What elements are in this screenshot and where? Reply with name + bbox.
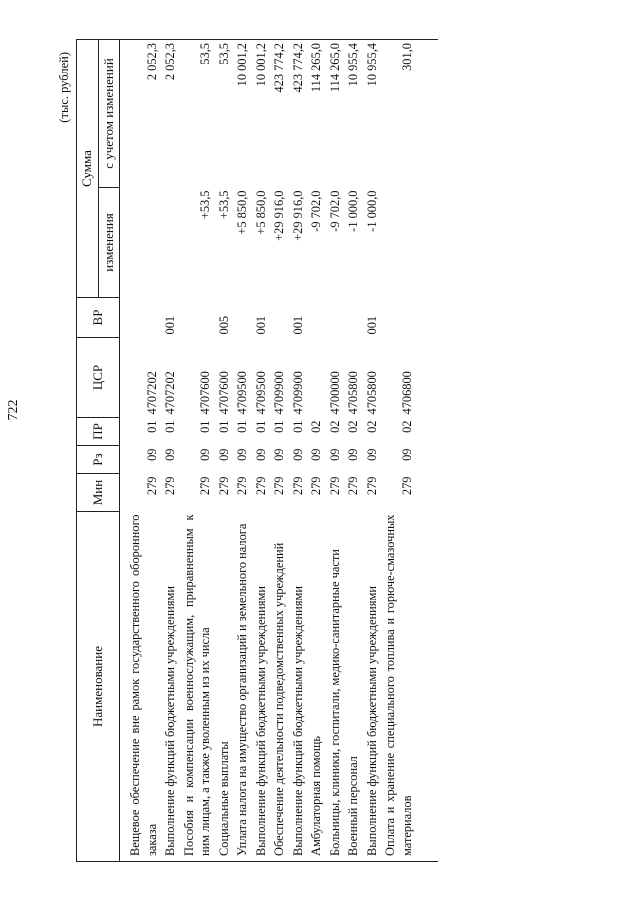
row-csr: 4705800 — [364, 371, 379, 415]
row-name: Пособия и компенсации военнослужащим, приравненным к ним лицам, а также уволенным из их числа — [180, 512, 215, 862]
row-name: Оплата и хранение специального топлива и горюче-смазочных материалов — [381, 512, 416, 862]
row-pr: 01 — [253, 420, 268, 433]
row-vr — [180, 298, 215, 338]
table-row — [363, 40, 382, 862]
table-header — [77, 40, 120, 862]
row-pr: 01 — [272, 420, 286, 433]
table-row — [381, 40, 416, 862]
row-change: +53,5 — [216, 190, 231, 220]
row-rz: 09 — [198, 448, 212, 461]
table-row — [180, 40, 215, 862]
row-pr: 01 — [290, 420, 305, 433]
row-total: 10 955,4 — [344, 40, 363, 188]
row-change: -9 702,0 — [309, 190, 323, 232]
row-min: 279 — [235, 476, 249, 496]
header-csr: ЦСР — [77, 338, 120, 418]
row-name: Амбулаторная помощь — [307, 512, 326, 862]
row-rz: 09 — [327, 448, 342, 461]
row-change — [381, 188, 416, 298]
row-csr: 4700000 — [327, 371, 342, 415]
row-vr: 001 — [290, 315, 305, 335]
row-change: -1 000,0 — [346, 190, 360, 232]
row-name: Выполнение функций бюджетными учреждениями — [363, 512, 382, 862]
row-pr: 02 — [364, 420, 379, 433]
row-csr — [307, 338, 326, 418]
table-row — [326, 40, 345, 862]
row-vr: 001 — [163, 315, 177, 335]
row-pr: 02 — [399, 420, 414, 433]
row-csr: 4707600 — [198, 371, 212, 415]
row-rz: 09 — [309, 448, 323, 461]
row-csr: 4707202 — [144, 371, 159, 415]
row-total: 53,5 — [180, 40, 215, 188]
row-change — [126, 188, 161, 298]
row-vr — [307, 298, 326, 338]
row-name: Военный персонал — [344, 512, 363, 862]
row-csr: 4707202 — [163, 371, 177, 415]
row-rz: 09 — [272, 448, 286, 461]
row-change: +5 850,0 — [253, 190, 268, 235]
header-changes: изменения — [98, 188, 120, 298]
row-change: +29 916,0 — [290, 190, 305, 241]
row-pr: 01 — [144, 420, 159, 433]
row-min: 279 — [144, 476, 159, 496]
row-total: 10 001,2 — [233, 40, 252, 188]
header-rz: Рз — [77, 446, 120, 474]
table-body — [120, 40, 439, 862]
row-total: 301,0 — [381, 40, 416, 188]
row-change — [161, 188, 180, 298]
row-csr: 4709500 — [253, 371, 268, 415]
row-min: 279 — [272, 476, 286, 496]
unit-note: (тыс. рублей) — [57, 52, 71, 123]
row-total: 2 052,3 — [126, 40, 161, 188]
row-vr: 001 — [253, 315, 268, 335]
row-rz: 09 — [163, 448, 177, 461]
row-total: 10 955,4 — [363, 40, 382, 188]
row-min: 279 — [198, 476, 212, 496]
row-csr: 4705800 — [346, 371, 360, 415]
row-min: 279 — [253, 476, 268, 496]
row-pr: 01 — [163, 420, 177, 433]
row-min: 279 — [163, 476, 177, 496]
row-name: Выполнение функций бюджетными учреждениями — [289, 512, 308, 862]
row-vr — [381, 298, 416, 338]
row-csr: 4709900 — [272, 371, 286, 415]
row-min: 279 — [399, 476, 414, 496]
row-pr: 01 — [198, 420, 212, 433]
row-name: Обеспечение деятельности подведомственных учреждений — [270, 512, 289, 862]
row-rz: 09 — [399, 448, 414, 461]
row-name: Социальные выплаты — [215, 512, 234, 862]
header-min: Мин — [77, 474, 120, 512]
row-rz: 09 — [144, 448, 159, 461]
row-pr: 01 — [216, 420, 231, 433]
header-name: Наименование — [77, 512, 120, 862]
row-vr — [326, 298, 345, 338]
row-name: Больницы, клиники, госпитали, медико-санитарные части — [326, 512, 345, 862]
table-row — [270, 40, 289, 862]
header-sum: Сумма — [77, 40, 99, 298]
row-total: 2 052,3 — [161, 40, 180, 188]
row-change: +53,5 — [198, 190, 212, 220]
row-vr: 001 — [364, 315, 379, 335]
row-rz: 09 — [346, 448, 360, 461]
row-total: 53,5 — [215, 40, 234, 188]
table-row — [344, 40, 363, 862]
row-name: Вещевое обеспечение вне рамок государственного оборонного заказа — [126, 512, 161, 862]
row-total: 423 774,2 — [270, 40, 289, 188]
row-total: 114 265,0 — [307, 40, 326, 188]
header-with-changes: с учетом изменений — [98, 40, 120, 188]
row-change: +5 850,0 — [235, 190, 249, 235]
row-total: 114 265,0 — [326, 40, 345, 188]
row-csr: 4709900 — [290, 371, 305, 415]
row-name: Выполнение функций бюджетными учреждениями — [161, 512, 180, 862]
row-vr — [233, 298, 252, 338]
page-number: 722 — [6, 399, 21, 421]
table-row — [126, 40, 161, 862]
row-change: -1 000,0 — [364, 190, 379, 232]
row-name: Уплата налога на имущество организаций и земельного налога — [233, 512, 252, 862]
header-pr: ПР — [77, 418, 120, 446]
row-min: 279 — [216, 476, 231, 496]
row-name: Выполнение функций бюджетными учреждениями — [252, 512, 271, 862]
row-min: 279 — [346, 476, 360, 496]
row-pr: 02 — [346, 420, 360, 433]
row-total: 10 001,2 — [252, 40, 271, 188]
row-csr: 4709500 — [235, 371, 249, 415]
row-min: 279 — [364, 476, 379, 496]
row-vr — [344, 298, 363, 338]
row-rz: 09 — [216, 448, 231, 461]
row-rz: 09 — [290, 448, 305, 461]
row-rz: 09 — [253, 448, 268, 461]
row-pr: 01 — [235, 420, 249, 433]
row-pr: 02 — [309, 420, 323, 433]
row-csr: 4706800 — [399, 371, 414, 415]
row-min: 279 — [309, 476, 323, 496]
table-row — [289, 40, 308, 862]
row-change: -9 702,0 — [327, 190, 342, 232]
table-row — [161, 40, 180, 862]
budget-table — [76, 39, 438, 862]
row-csr: 4707600 — [216, 371, 231, 415]
row-pr: 02 — [327, 420, 342, 433]
row-change: +29 916,0 — [272, 190, 286, 241]
row-vr — [270, 298, 289, 338]
row-rz: 09 — [364, 448, 379, 461]
table-row — [215, 40, 234, 862]
row-min: 279 — [327, 476, 342, 496]
row-total: 423 774,2 — [289, 40, 308, 188]
row-vr — [126, 298, 161, 338]
table-row — [252, 40, 271, 862]
table-row — [307, 40, 326, 862]
row-vr: 005 — [216, 315, 231, 335]
table-row — [233, 40, 252, 862]
row-min: 279 — [290, 476, 305, 496]
row-rz: 09 — [235, 448, 249, 461]
header-vr: ВР — [77, 298, 120, 338]
